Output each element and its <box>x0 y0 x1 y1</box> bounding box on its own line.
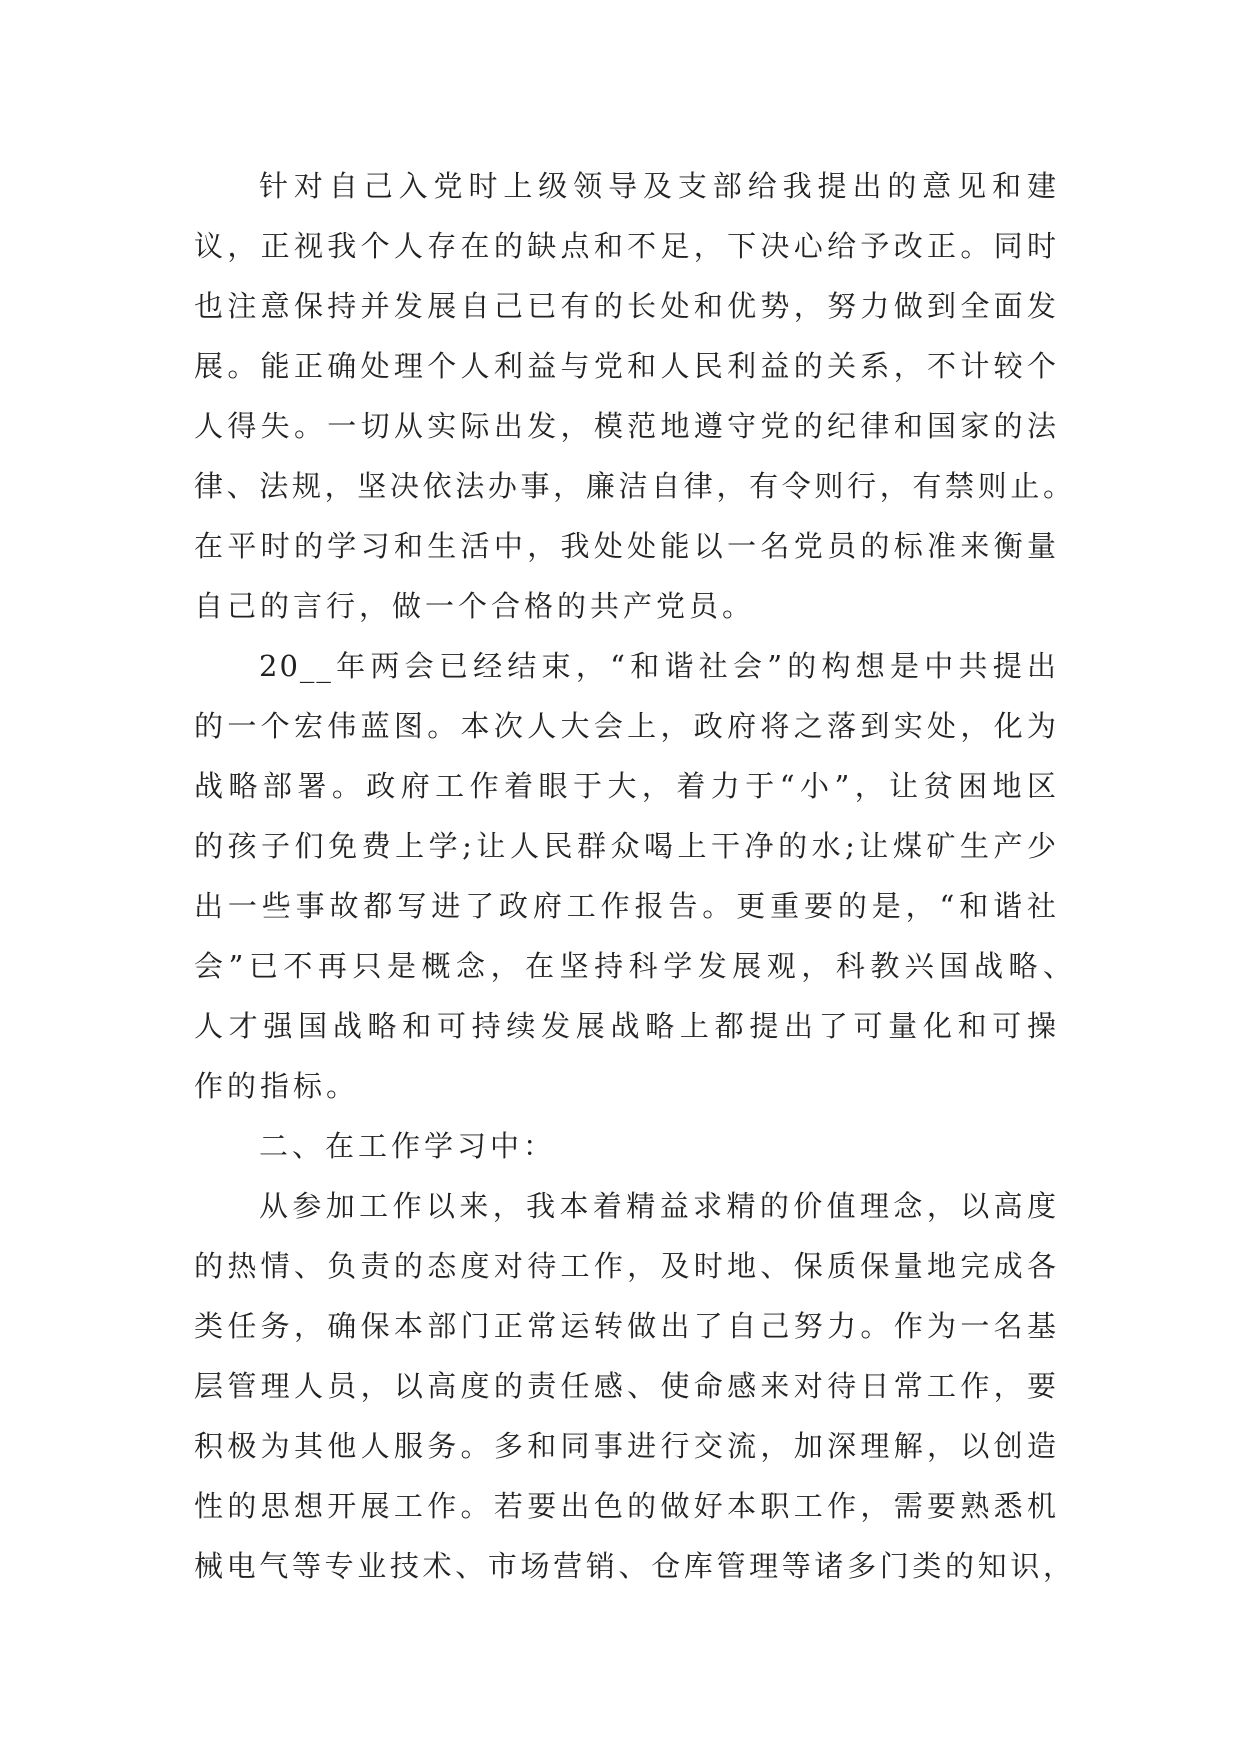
text-line: 人得失。一切从实际出发，模范地遵守党的纪律和国家的法 <box>194 409 1058 443</box>
text-line: 性的思想开展工作。若要出色的做好本职工作，需要熟悉机 <box>194 1489 1058 1523</box>
text-line: 从参加工作以来，我本着精益求精的价值理念，以高度 <box>259 1189 1058 1223</box>
text-line: 在平时的学习和生活中，我处处能以一名党员的标准来衡量 <box>194 529 1058 563</box>
text-line: 作的指标。 <box>194 1069 360 1103</box>
text-line: 的热情、负责的态度对待工作，及时地、保质保量地完成各 <box>194 1249 1058 1283</box>
document-body <box>194 156 1074 1596</box>
section-heading <box>194 1116 1058 1176</box>
text-line: 自己的言行，做一个合格的共产党员。 <box>194 589 756 623</box>
paragraph-1 <box>194 156 1074 636</box>
text-line: 战略部署。政府工作着眼于大，着力于“小”，让贫困地区 <box>194 769 1058 803</box>
text-line: 也注意保持并发展自己已有的长处和优势，努力做到全面发 <box>194 289 1058 323</box>
section-heading-text: 二、在工作学习中： <box>259 1129 557 1163</box>
paragraph-2 <box>194 636 1074 1116</box>
text-line: 议，正视我个人存在的缺点和不足，下决心给予改正。同时 <box>194 229 1058 263</box>
text-line: 律、法规，坚决依法办事，廉洁自律，有令则行，有禁则止。 <box>194 469 1074 503</box>
text-line: 针对自己入党时上级领导及支部给我提出的意见和建 <box>259 169 1058 203</box>
text-line: 20__年两会已经结束，“和谐社会”的构想是中共提出 <box>259 649 1058 683</box>
text-line: 层管理人员，以高度的责任感、使命感来对待日常工作，要 <box>194 1369 1058 1403</box>
text-line: 的孩子们免费上学;让人民群众喝上干净的水;让煤矿生产少 <box>194 829 1058 863</box>
text-line: 会”已不再只是概念，在坚持科学发展观，科教兴国战略、 <box>194 949 1074 983</box>
text-line: 人才强国战略和可持续发展战略上都提出了可量化和可操 <box>194 1009 1058 1043</box>
text-line: 的一个宏伟蓝图。本次人大会上，政府将之落到实处，化为 <box>194 709 1058 743</box>
text-line: 展。能正确处理个人利益与党和人民利益的关系，不计较个 <box>194 349 1058 383</box>
text-line: 械电气等专业技术、市场营销、仓库管理等诸多门类的知识， <box>194 1549 1074 1583</box>
text-line: 类任务，确保本部门正常运转做出了自己努力。作为一名基 <box>194 1309 1058 1343</box>
paragraph-3 <box>194 1176 1074 1596</box>
text-line: 出一些事故都写进了政府工作报告。更重要的是，“和谐社 <box>194 889 1058 923</box>
text-line: 积极为其他人服务。多和同事进行交流，加深理解，以创造 <box>194 1429 1058 1463</box>
